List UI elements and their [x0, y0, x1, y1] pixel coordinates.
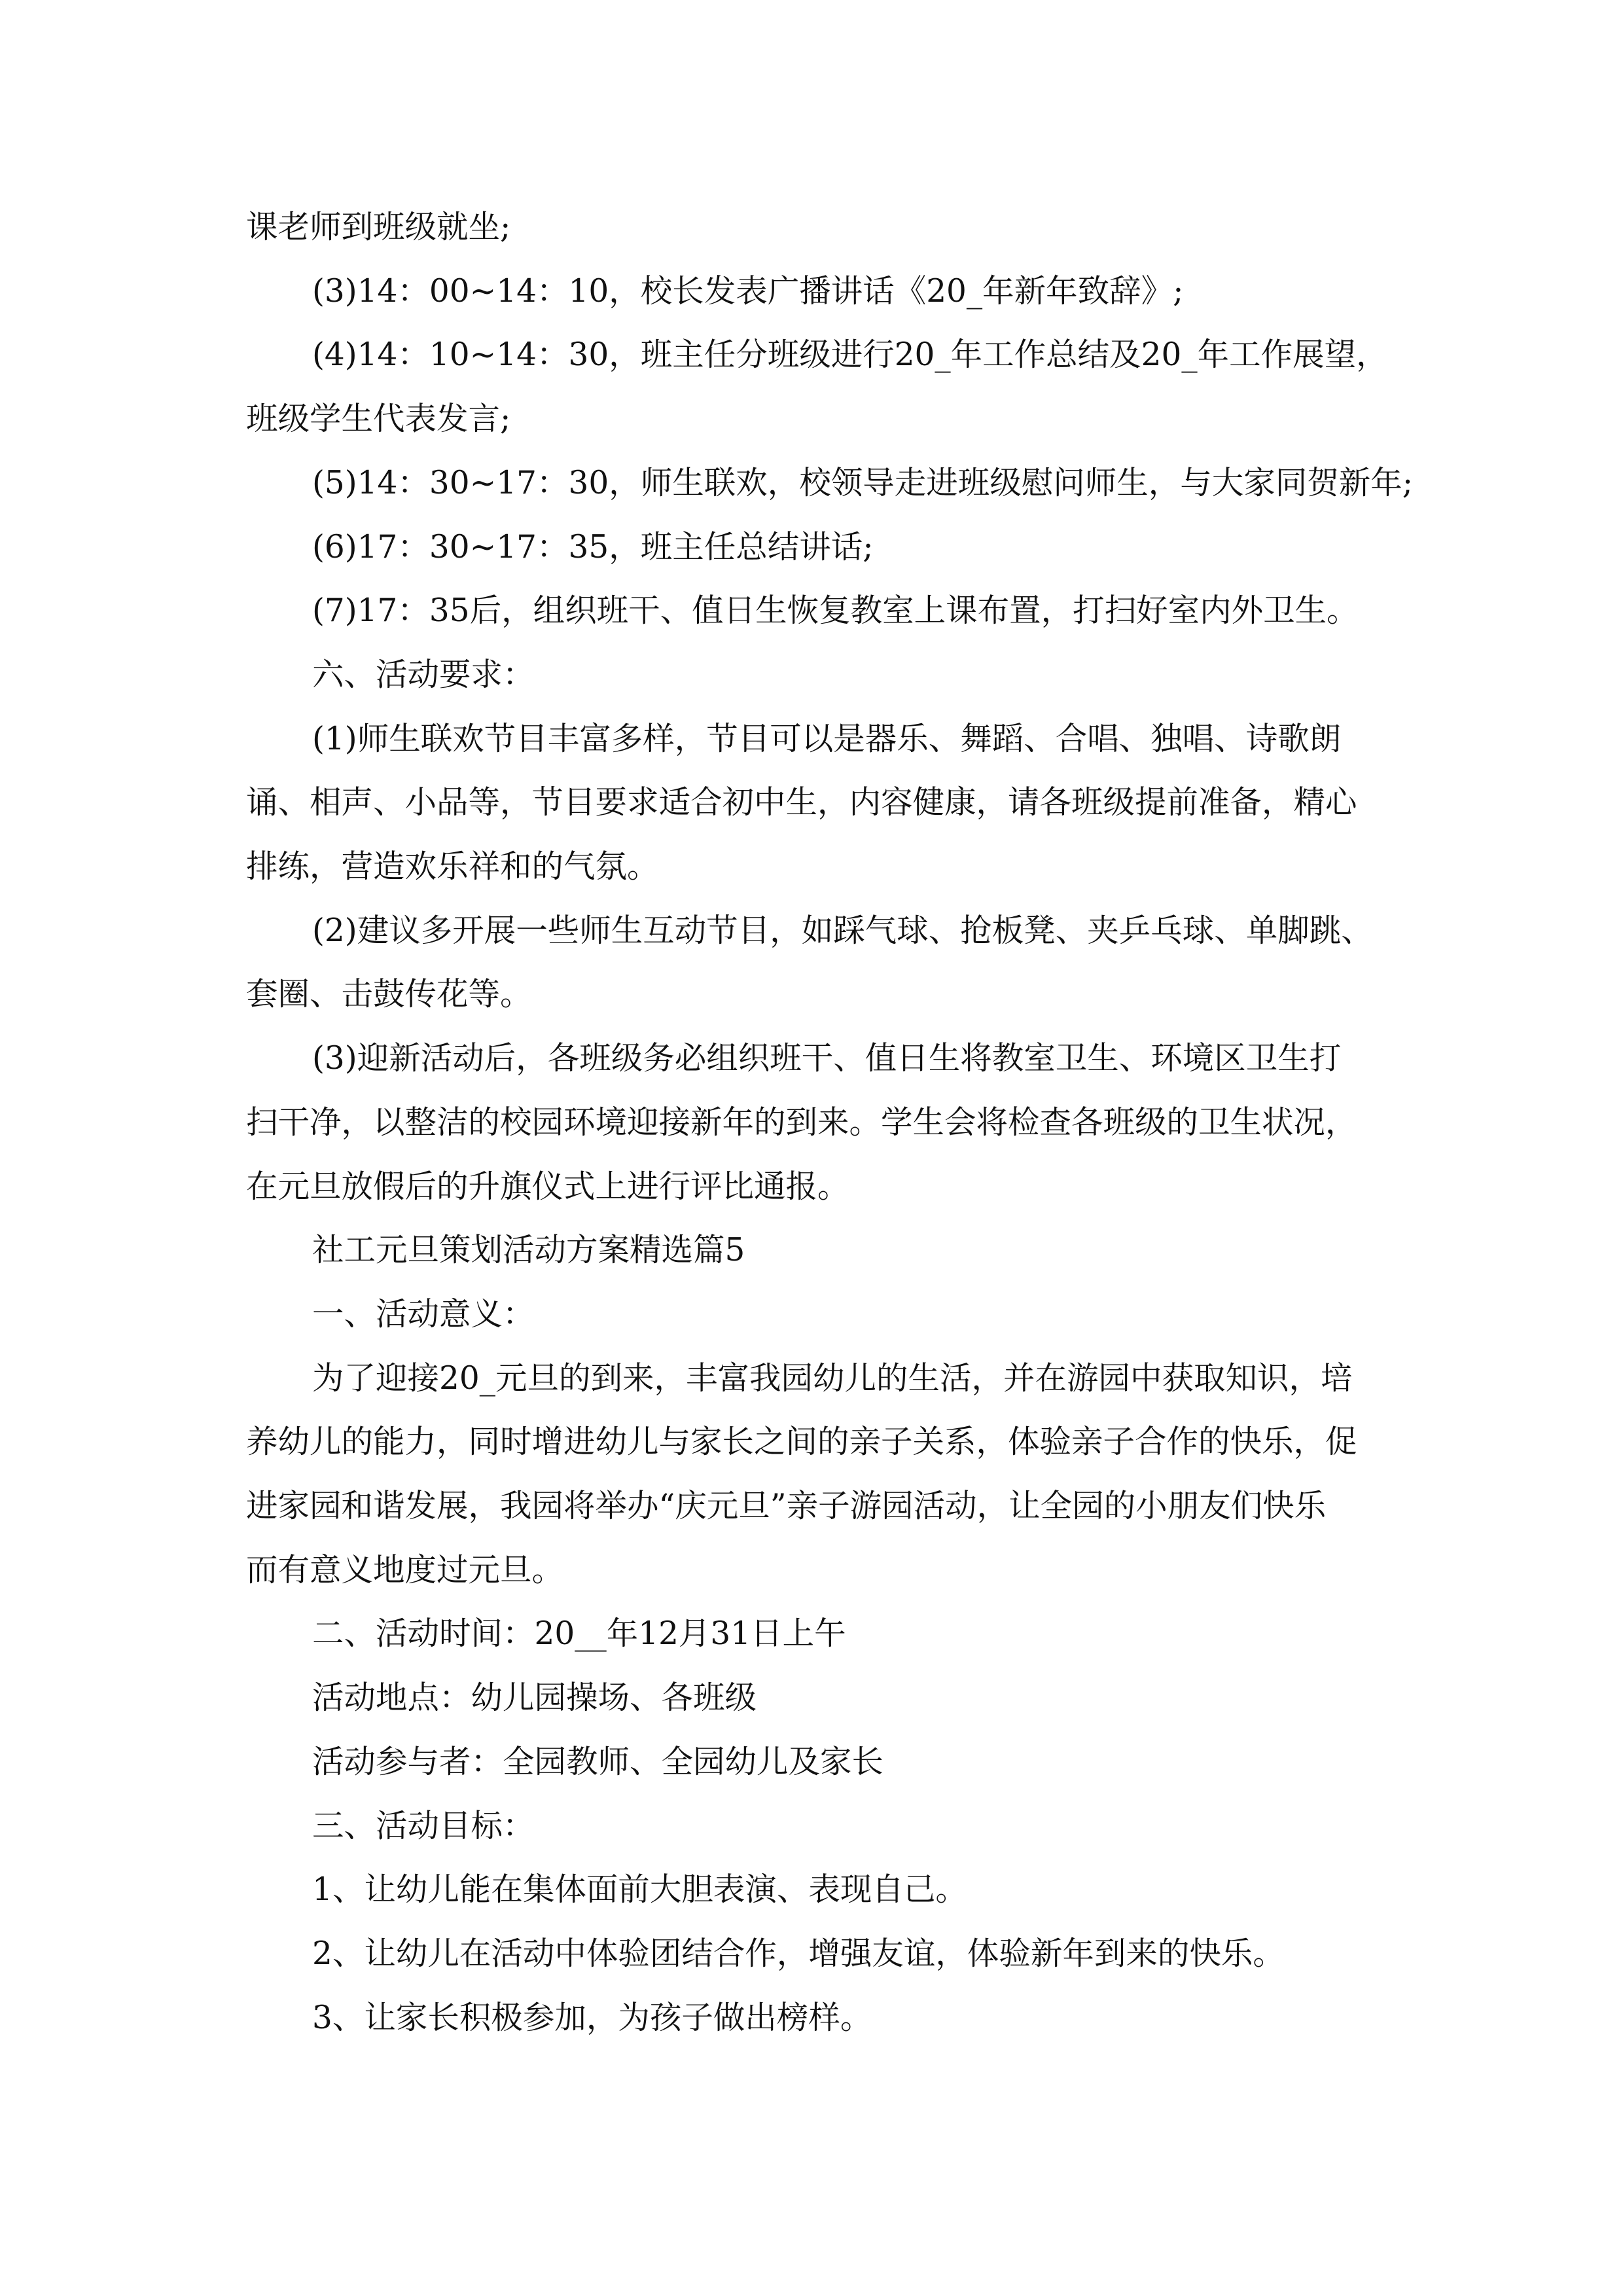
- paragraph-line: (6)17：30~17：35，班主任总结讲话;: [312, 528, 874, 565]
- paragraph-line: 1、让幼儿能在集体面前大胆表演、表现自己。: [312, 1871, 967, 1909]
- paragraph-line: (2)建议多开展一些师生互动节目，如踩气球、抢板凳、夹乒乓球、单脚跳、: [312, 912, 1373, 949]
- paragraph-line: (3)迎新活动后，各班级务必组织班干、值日生将教室卫生、环境区卫生打: [312, 1040, 1342, 1077]
- paragraph-line: 排练，营造欢乐祥和的气氛。: [246, 848, 659, 885]
- paragraph-line: 活动参与者：全园教师、全园幼儿及家长: [312, 1743, 884, 1780]
- paragraph-line: 套圈、击鼓传花等。: [246, 976, 532, 1013]
- paragraph-line: 在元旦放假后的升旗仪式上进行评比通报。: [246, 1168, 849, 1205]
- paragraph-line: 三、活动目标：: [312, 1807, 535, 1844]
- paragraph-line: 养幼儿的能力，同时增进幼儿与家长之间的亲子关系，体验亲子合作的快乐，促: [246, 1424, 1357, 1461]
- paragraph-line: 课老师到班级就坐;: [246, 209, 511, 245]
- paragraph-line: 扫干净，以整洁的校园环境迎接新年的到来。学生会将检查各班级的卫生状况，: [246, 1103, 1357, 1141]
- paragraph-line: 诵、相声、小品等，节目要求适合初中生，内容健康，请各班级提前准备，精心: [246, 784, 1357, 821]
- paragraph-line: 3、让家长积极参加，为孩子做出榜样。: [312, 1999, 872, 2036]
- paragraph-line: 而有意义地度过元旦。: [246, 1551, 564, 1588]
- paragraph-line: (7)17：35后，组织班干、值日生恢复教室上课布置，打扫好室内外卫生。: [312, 592, 1359, 630]
- paragraph-line: (1)师生联欢节目丰富多样，节目可以是器乐、舞蹈、合唱、独唱、诗歌朗: [312, 720, 1342, 757]
- paragraph-line: 为了迎接20_元旦的到来，丰富我园幼儿的生活，并在游园中获取知识，培: [312, 1359, 1353, 1397]
- paragraph-line: (4)14：10~14：30，班主任分班级进行20_年工作总结及20_年工作展望，: [312, 336, 1388, 374]
- paragraph-line: (3)14：00~14：10，校长发表广播讲话《20_年新年致辞》;: [312, 272, 1184, 310]
- paragraph-line: (5)14：30~17：30，师生联欢，校领导走进班级慰问师生，与大家同贺新年;: [312, 464, 1414, 501]
- paragraph-line: 进家园和谐发展，我园将举办“庆元旦”亲子游园活动，让全园的小朋友们快乐: [246, 1488, 1327, 1524]
- paragraph-line: 班级学生代表发言;: [246, 401, 511, 438]
- paragraph-line: 活动地点：幼儿园操场、各班级: [312, 1679, 757, 1717]
- paragraph-line: 社工元旦策划活动方案精选篇5: [312, 1232, 745, 1269]
- paragraph-line: 六、活动要求：: [312, 656, 535, 693]
- paragraph-line: 一、活动意义：: [312, 1295, 535, 1333]
- paragraph-line: 2、让幼儿在活动中体验团结合作，增强友谊，体验新年到来的快乐。: [312, 1935, 1285, 1972]
- paragraph-line: 二、活动时间：20__年12月31日上午: [312, 1615, 846, 1653]
